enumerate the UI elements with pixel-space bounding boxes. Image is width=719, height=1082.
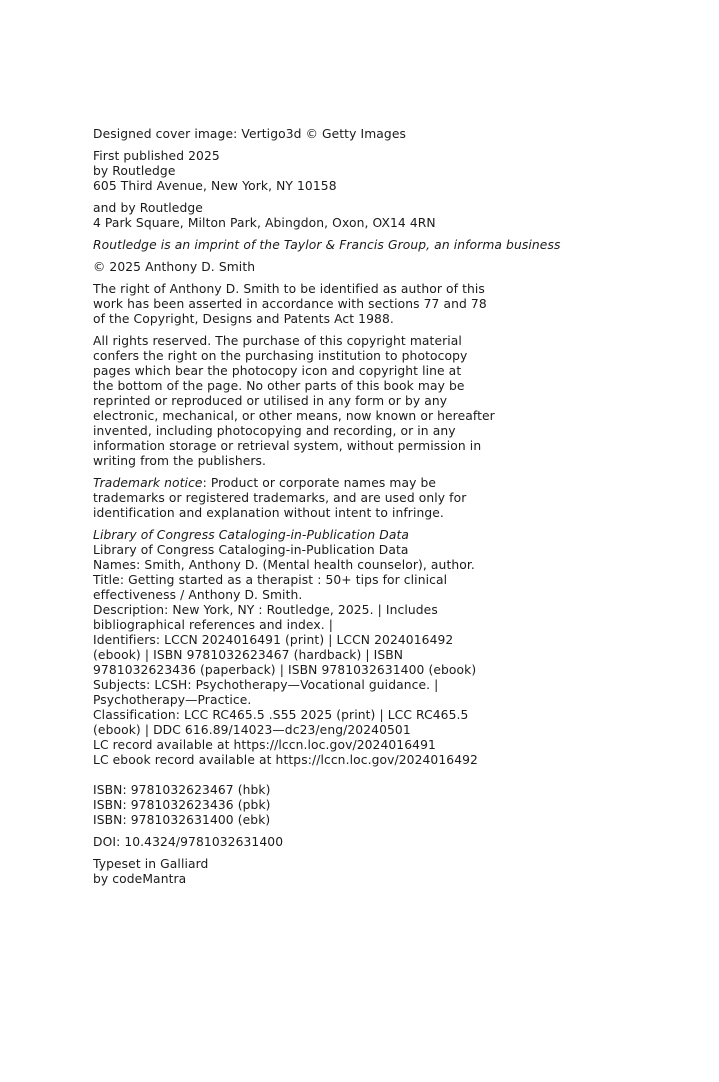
cip-line: Identifiers: LCCN 2024016491 (print) | LCCN 2024016492 bbox=[93, 633, 454, 647]
cip-line: Subjects: LCSH: Psychotherapy—Vocational guidance. | bbox=[93, 678, 439, 692]
isbn-hbk: ISBN: 9781032623467 (hbk) bbox=[93, 783, 271, 797]
moral-rights bbox=[93, 282, 693, 327]
copyright-notice bbox=[93, 260, 693, 275]
publication-info-uk bbox=[93, 201, 693, 231]
cip-line: LC record available at https://lccn.loc.gov/2024016491 bbox=[93, 738, 436, 752]
isbn-list bbox=[93, 783, 693, 828]
trademark-label: Trademark notice bbox=[93, 476, 203, 490]
doi-text: DOI: 10.4324/9781032631400 bbox=[93, 835, 284, 849]
rights-line: confers the right on the purchasing institution to photocopy bbox=[93, 349, 468, 363]
doi bbox=[93, 835, 693, 850]
rights-line: information storage or retrieval system, without permission in bbox=[93, 439, 482, 453]
cip-line: LC ebook record available at https://lccn.loc.gov/2024016492 bbox=[93, 753, 478, 767]
trademark-first-line bbox=[93, 476, 693, 491]
publisher-name: by Routledge bbox=[93, 164, 176, 178]
imprint-text: Routledge is an imprint of the Taylor & Francis Group, an informa business bbox=[93, 238, 561, 252]
cip-line: (ebook) | ISBN 9781032623467 (hardback) | ISBN bbox=[93, 648, 404, 662]
cover-credit bbox=[93, 127, 693, 142]
cip-line: bibliographical references and index. | bbox=[93, 618, 333, 632]
cip-line: Classification: LCC RC465.5 .S55 2025 (print) | LCC RC465.5 bbox=[93, 708, 469, 722]
trademark-line: trademarks or registered trademarks, and are used only for bbox=[93, 491, 467, 505]
cip-line: Library of Congress Cataloging-in-Publication Data bbox=[93, 543, 409, 557]
rights-line: invented, including photocopying and recording, or in any bbox=[93, 424, 456, 438]
cip-line: Title: Getting started as a therapist : 50+ tips for clinical bbox=[93, 573, 448, 587]
rights-line: electronic, mechanical, or other means, now known or hereafter bbox=[93, 409, 495, 423]
rights-line: pages which bear the photocopy icon and copyright line at bbox=[93, 364, 462, 378]
trademark-first-text: : Product or corporate names may be bbox=[202, 476, 437, 490]
cover-credit-text: Designed cover image: Vertigo3d © Getty Images bbox=[93, 127, 407, 141]
rights-line: writing from the publishers. bbox=[93, 454, 267, 468]
first-published: First published 2025 bbox=[93, 149, 220, 163]
publisher-name-uk: and by Routledge bbox=[93, 201, 203, 215]
rights-line: the bottom of the page. No other parts of this book may be bbox=[93, 379, 465, 393]
cip-data bbox=[93, 528, 693, 768]
publisher-address-ny: 605 Third Avenue, New York, NY 10158 bbox=[93, 179, 337, 193]
rights-line: All rights reserved. The purchase of this copyright material bbox=[93, 334, 462, 348]
cip-line: (ebook) | DDC 616.89/14023—dc23/eng/20240501 bbox=[93, 723, 411, 737]
typeset-font: Typeset in Galliard bbox=[93, 857, 209, 871]
isbn-ebk: ISBN: 9781032631400 (ebk) bbox=[93, 813, 271, 827]
publisher-address-uk: 4 Park Square, Milton Park, Abingdon, Oxon, OX14 4RN bbox=[93, 216, 436, 230]
cip-heading: Library of Congress Cataloging-in-Publication Data bbox=[93, 528, 410, 542]
copyright-page bbox=[93, 127, 693, 894]
cip-line: effectiveness / Anthony D. Smith. bbox=[93, 588, 303, 602]
cip-line: Names: Smith, Anthony D. (Mental health counselor), author. bbox=[93, 558, 475, 572]
cip-line: Description: New York, NY : Routledge, 2025. | Includes bbox=[93, 603, 438, 617]
moral-rights-line: work has been asserted in accordance with sections 77 and 78 bbox=[93, 297, 487, 311]
typeset-info bbox=[93, 857, 693, 887]
typeset-by: by codeMantra bbox=[93, 872, 187, 886]
moral-rights-line: The right of Anthony D. Smith to be identified as author of this bbox=[93, 282, 485, 296]
trademark-notice bbox=[93, 476, 693, 521]
publication-info-ny bbox=[93, 149, 693, 194]
cip-line: 9781032623436 (paperback) | ISBN 9781032631400 (ebook) bbox=[93, 663, 477, 677]
rights-reserved bbox=[93, 334, 693, 469]
rights-line: reprinted or reproduced or utilised in any form or by any bbox=[93, 394, 448, 408]
isbn-pbk: ISBN: 9781032623436 (pbk) bbox=[93, 798, 271, 812]
copyright-text: © 2025 Anthony D. Smith bbox=[93, 260, 256, 274]
cip-line: Psychotherapy—Practice. bbox=[93, 693, 252, 707]
trademark-line: identification and explanation without intent to infringe. bbox=[93, 506, 444, 520]
moral-rights-line: of the Copyright, Designs and Patents Act 1988. bbox=[93, 312, 394, 326]
imprint-note bbox=[93, 238, 693, 253]
